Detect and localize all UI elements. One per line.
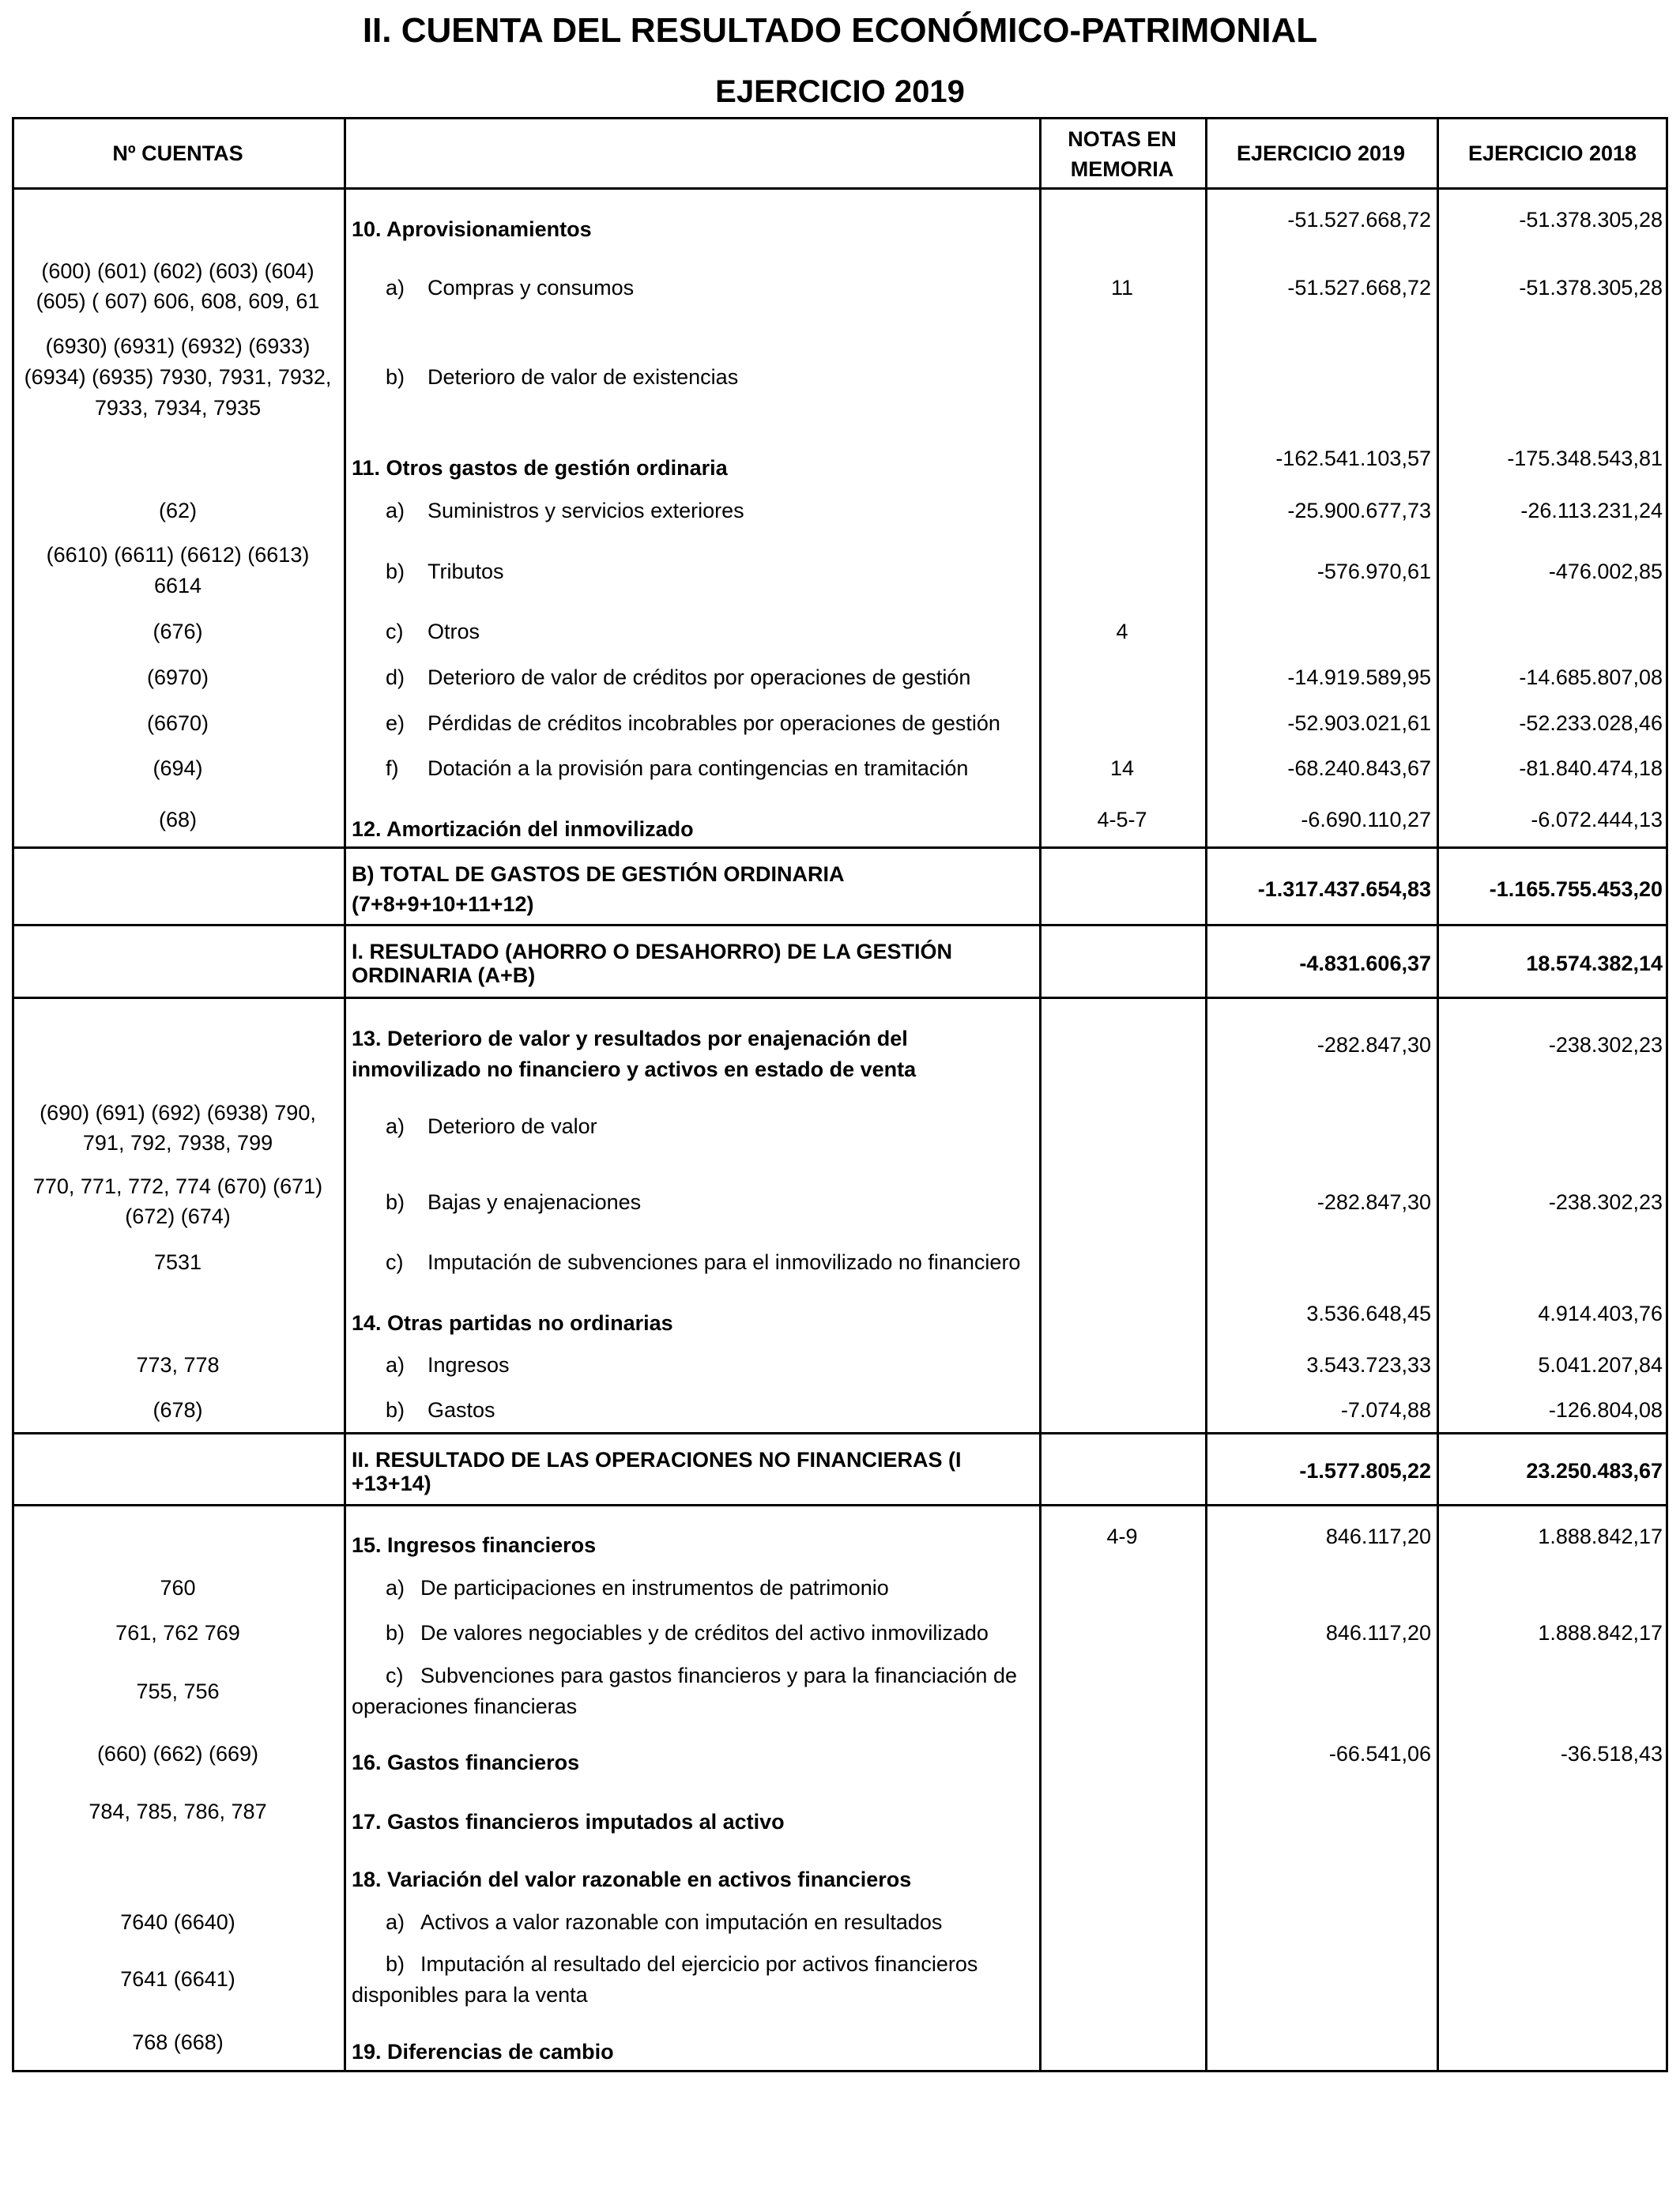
row-label: Imputación al resultado del ejercicio por activos financieros [420,1952,978,1976]
account-codes: (676) [153,620,203,643]
row-divider [12,846,1668,849]
header-year-2019: EJERCICIO 2019 [1236,141,1406,165]
row-label: Bajas y enajenaciones [428,1190,642,1214]
result-label: ORDINARIA (A+B) [352,963,536,987]
row-label: operaciones financieras [352,1695,578,1718]
row-label: Imputación de subvenciones para el inmovilizado no financiero [428,1250,1021,1274]
item-letter: c) [386,1250,404,1274]
account-codes: 7933, 7934, 7935 [94,396,262,420]
account-codes: 784, 785, 786, 787 [89,1800,267,1823]
result-2018: 18.574.382,14 [1526,952,1663,975]
value-2018: -126.804,08 [1548,1398,1663,1422]
item-letter: c) [386,620,404,643]
value-2019: -576.970,61 [1317,560,1431,583]
header-accounts: Nº CUENTAS [112,141,243,165]
item-letter: b) [386,560,405,583]
value-2019: -68.240.843,67 [1287,756,1431,780]
account-codes: (672) (674) [125,1204,231,1228]
subtotal-2019: -1.317.437.654,83 [1257,877,1431,901]
value-2019: -162.541.103,57 [1275,447,1431,470]
account-codes: (6930) (6931) (6932) (6933) [45,334,311,358]
value-2019: -25.900.677,73 [1287,499,1431,522]
row-divider [12,1432,1668,1434]
row-label: 11. Otros gastos de gestión ordinaria [352,456,728,480]
row-label: 15. Ingresos financieros [352,1533,597,1557]
item-letter: c) [386,1664,404,1687]
row-label: 16. Gastos financieros [352,1751,580,1774]
row-label: Dotación a la provisión para contingencias en tramitación [428,756,969,780]
subtotal-label: (7+8+9+10+11+12) [352,892,534,916]
row-label: 19. Diferencias de cambio [352,2040,614,2064]
account-codes: 760 [160,1576,196,1600]
account-codes: 768 (668) [132,2030,224,2054]
row-divider [12,1504,1668,1506]
notes-ref: 4-9 [1106,1525,1138,1548]
row-label: De valores negociables y de créditos del activo inmovilizado [420,1621,989,1645]
value-2018: -26.113.231,24 [1520,499,1663,522]
account-codes: (660) (662) (669) [96,1742,259,1766]
value-2018: 5.041.207,84 [1538,1353,1663,1377]
column-divider [1039,117,1042,2072]
value-2019: -7.074,88 [1340,1398,1431,1422]
row-label: De participaciones en instrumentos de patrimonio [420,1576,889,1600]
row-divider [12,187,1668,190]
row-label: Subvenciones para gastos financieros y para la financiación de [420,1664,1017,1687]
value-2018: -476.002,85 [1548,560,1663,583]
column-divider [1205,117,1207,2072]
item-letter: b) [386,1190,405,1214]
row-label: Compras y consumos [428,276,635,300]
account-codes: 773, 778 [136,1353,220,1377]
item-letter: b) [386,1398,405,1422]
row-label: Deterioro de valor [428,1114,597,1138]
account-codes: 7641 (6641) [120,1967,235,1991]
result-label: I. RESULTADO (AHORRO O DESAHORRO) DE LA GESTIÓN [352,940,953,963]
account-codes: (62) [158,499,197,522]
account-codes: (605) ( 607) 606, 608, 609, 61 [36,289,320,313]
item-letter: a) [386,1576,405,1600]
value-2019: 846.117,20 [1325,1525,1431,1548]
row-label: Tributos [428,560,504,583]
row-label: 10. Aprovisionamientos [352,217,592,241]
value-2019: 846.117,20 [1325,1621,1431,1645]
value-2018: -238.302,23 [1548,1190,1663,1214]
account-codes: (6934) (6935) 7930, 7931, 7932, [24,365,332,389]
account-codes: 6614 [153,574,202,598]
value-2019: -51.527.668,72 [1287,276,1431,300]
row-label: 14. Otras partidas no ordinarias [352,1311,673,1335]
page-subtitle: EJERCICIO 2019 [715,74,965,109]
notes-ref: 4-5-7 [1097,808,1147,831]
account-codes: (678) [153,1398,203,1422]
item-letter: a) [386,1114,405,1138]
notes-ref: 11 [1110,276,1134,300]
account-codes: (690) (691) (692) (6938) 790, [40,1101,316,1125]
header-notes-line1: NOTAS EN [1068,127,1177,151]
value-2018: -51.378.305,28 [1519,276,1663,300]
account-codes: 791, 792, 7938, 799 [82,1131,273,1155]
item-letter: a) [386,276,405,300]
row-divider [12,924,1668,926]
account-codes: (694) [153,756,203,780]
item-letter: d) [386,665,405,689]
item-letter: a) [386,499,405,522]
item-letter: e) [386,711,405,735]
row-label: inmovilizado no financiero y activos en estado de venta [352,1057,917,1081]
column-divider [1437,117,1439,2072]
result-2019: -4.831.606,37 [1299,952,1431,975]
item-letter: b) [386,1952,405,1976]
row-label: 12. Amortización del inmovilizado [352,817,694,841]
account-codes: 770, 771, 772, 774 (670) (671) [32,1174,323,1198]
row-label: Otros [428,620,480,643]
item-letter: a) [386,1353,405,1377]
item-letter: a) [386,1910,405,1934]
account-codes: 755, 756 [136,1679,220,1703]
value-2019: -6.690.110,27 [1301,808,1431,831]
row-label: Ingresos [428,1353,510,1377]
value-2019: 3.543.723,33 [1306,1353,1431,1377]
subtotal-2018: -1.165.755.453,20 [1489,877,1663,901]
row-label: Pérdidas de créditos incobrables por operaciones de gestión [428,711,1000,735]
row-label: Gastos [428,1398,495,1422]
value-2018: -36.518,43 [1560,1742,1663,1766]
account-codes: 761, 762 769 [115,1621,240,1645]
value-2018: -51.378.305,28 [1519,208,1663,232]
value-2018: -238.302,23 [1548,1033,1663,1057]
account-codes: 7531 [153,1250,202,1274]
result-2018: 23.250.483,67 [1526,1459,1663,1483]
subtotal-label: B) TOTAL DE GASTOS DE GESTIÓN ORDINARIA [352,862,845,886]
result-label: II. RESULTADO DE LAS OPERACIONES NO FINANCIERAS (I [352,1448,962,1472]
row-label: 18. Variación del valor razonable en activos financieros [352,1868,912,1891]
value-2019: -66.541,06 [1328,1742,1431,1766]
account-codes: (6970) [146,665,209,689]
result-label: +13+14) [352,1472,431,1495]
value-2019: -282.847,30 [1317,1033,1431,1057]
item-letter: b) [386,365,405,389]
header-notes-line2: MEMORIA [1070,157,1174,181]
value-2018: 1.888.842,17 [1538,1525,1663,1548]
row-label: Activos a valor razonable con imputación en resultados [420,1910,943,1934]
item-letter: b) [386,1621,405,1645]
account-codes: 7640 (6640) [120,1910,235,1934]
row-label: Deterioro de valor de existencias [428,365,739,389]
column-divider [344,117,346,2072]
value-2018: 4.914.403,76 [1538,1302,1663,1325]
row-label: disponibles para la venta [352,1983,588,2007]
value-2018: -52.233.028,46 [1519,711,1663,735]
row-label: 17. Gastos financieros imputados al activo [352,1810,785,1834]
row-label: Deterioro de valor de créditos por operaciones de gestión [428,665,971,689]
value-2018: -175.348.543,81 [1507,447,1663,470]
account-codes: (68) [158,808,197,831]
value-2019: -52.903.021,61 [1287,711,1431,735]
result-2019: -1.577.805,22 [1299,1459,1431,1483]
row-label: Suministros y servicios exteriores [428,499,744,522]
notes-ref: 4 [1116,620,1128,643]
value-2019: -14.919.589,95 [1287,665,1431,689]
value-2018: -14.685.807,08 [1519,665,1663,689]
value-2019: -282.847,30 [1317,1190,1431,1214]
item-letter: f) [386,756,399,780]
notes-ref: 14 [1109,756,1135,780]
row-divider [12,997,1668,999]
value-2019: -51.527.668,72 [1287,208,1431,232]
value-2018: -6.072.444,13 [1531,808,1663,831]
account-codes: (6670) [146,711,209,735]
value-2018: 1.888.842,17 [1538,1621,1663,1645]
account-codes: (6610) (6611) (6612) (6613) [46,543,310,567]
value-2019: 3.536.648,45 [1306,1302,1431,1325]
value-2018: -81.840.474,18 [1519,756,1663,780]
header-year-2018: EJERCICIO 2018 [1467,141,1637,165]
account-codes: (600) (601) (602) (603) (604) [41,259,315,283]
page-title: II. CUENTA DEL RESULTADO ECONÓMICO-PATRIMONIAL [362,11,1318,50]
row-label: 13. Deterioro de valor y resultados por enajenación del [352,1027,908,1050]
